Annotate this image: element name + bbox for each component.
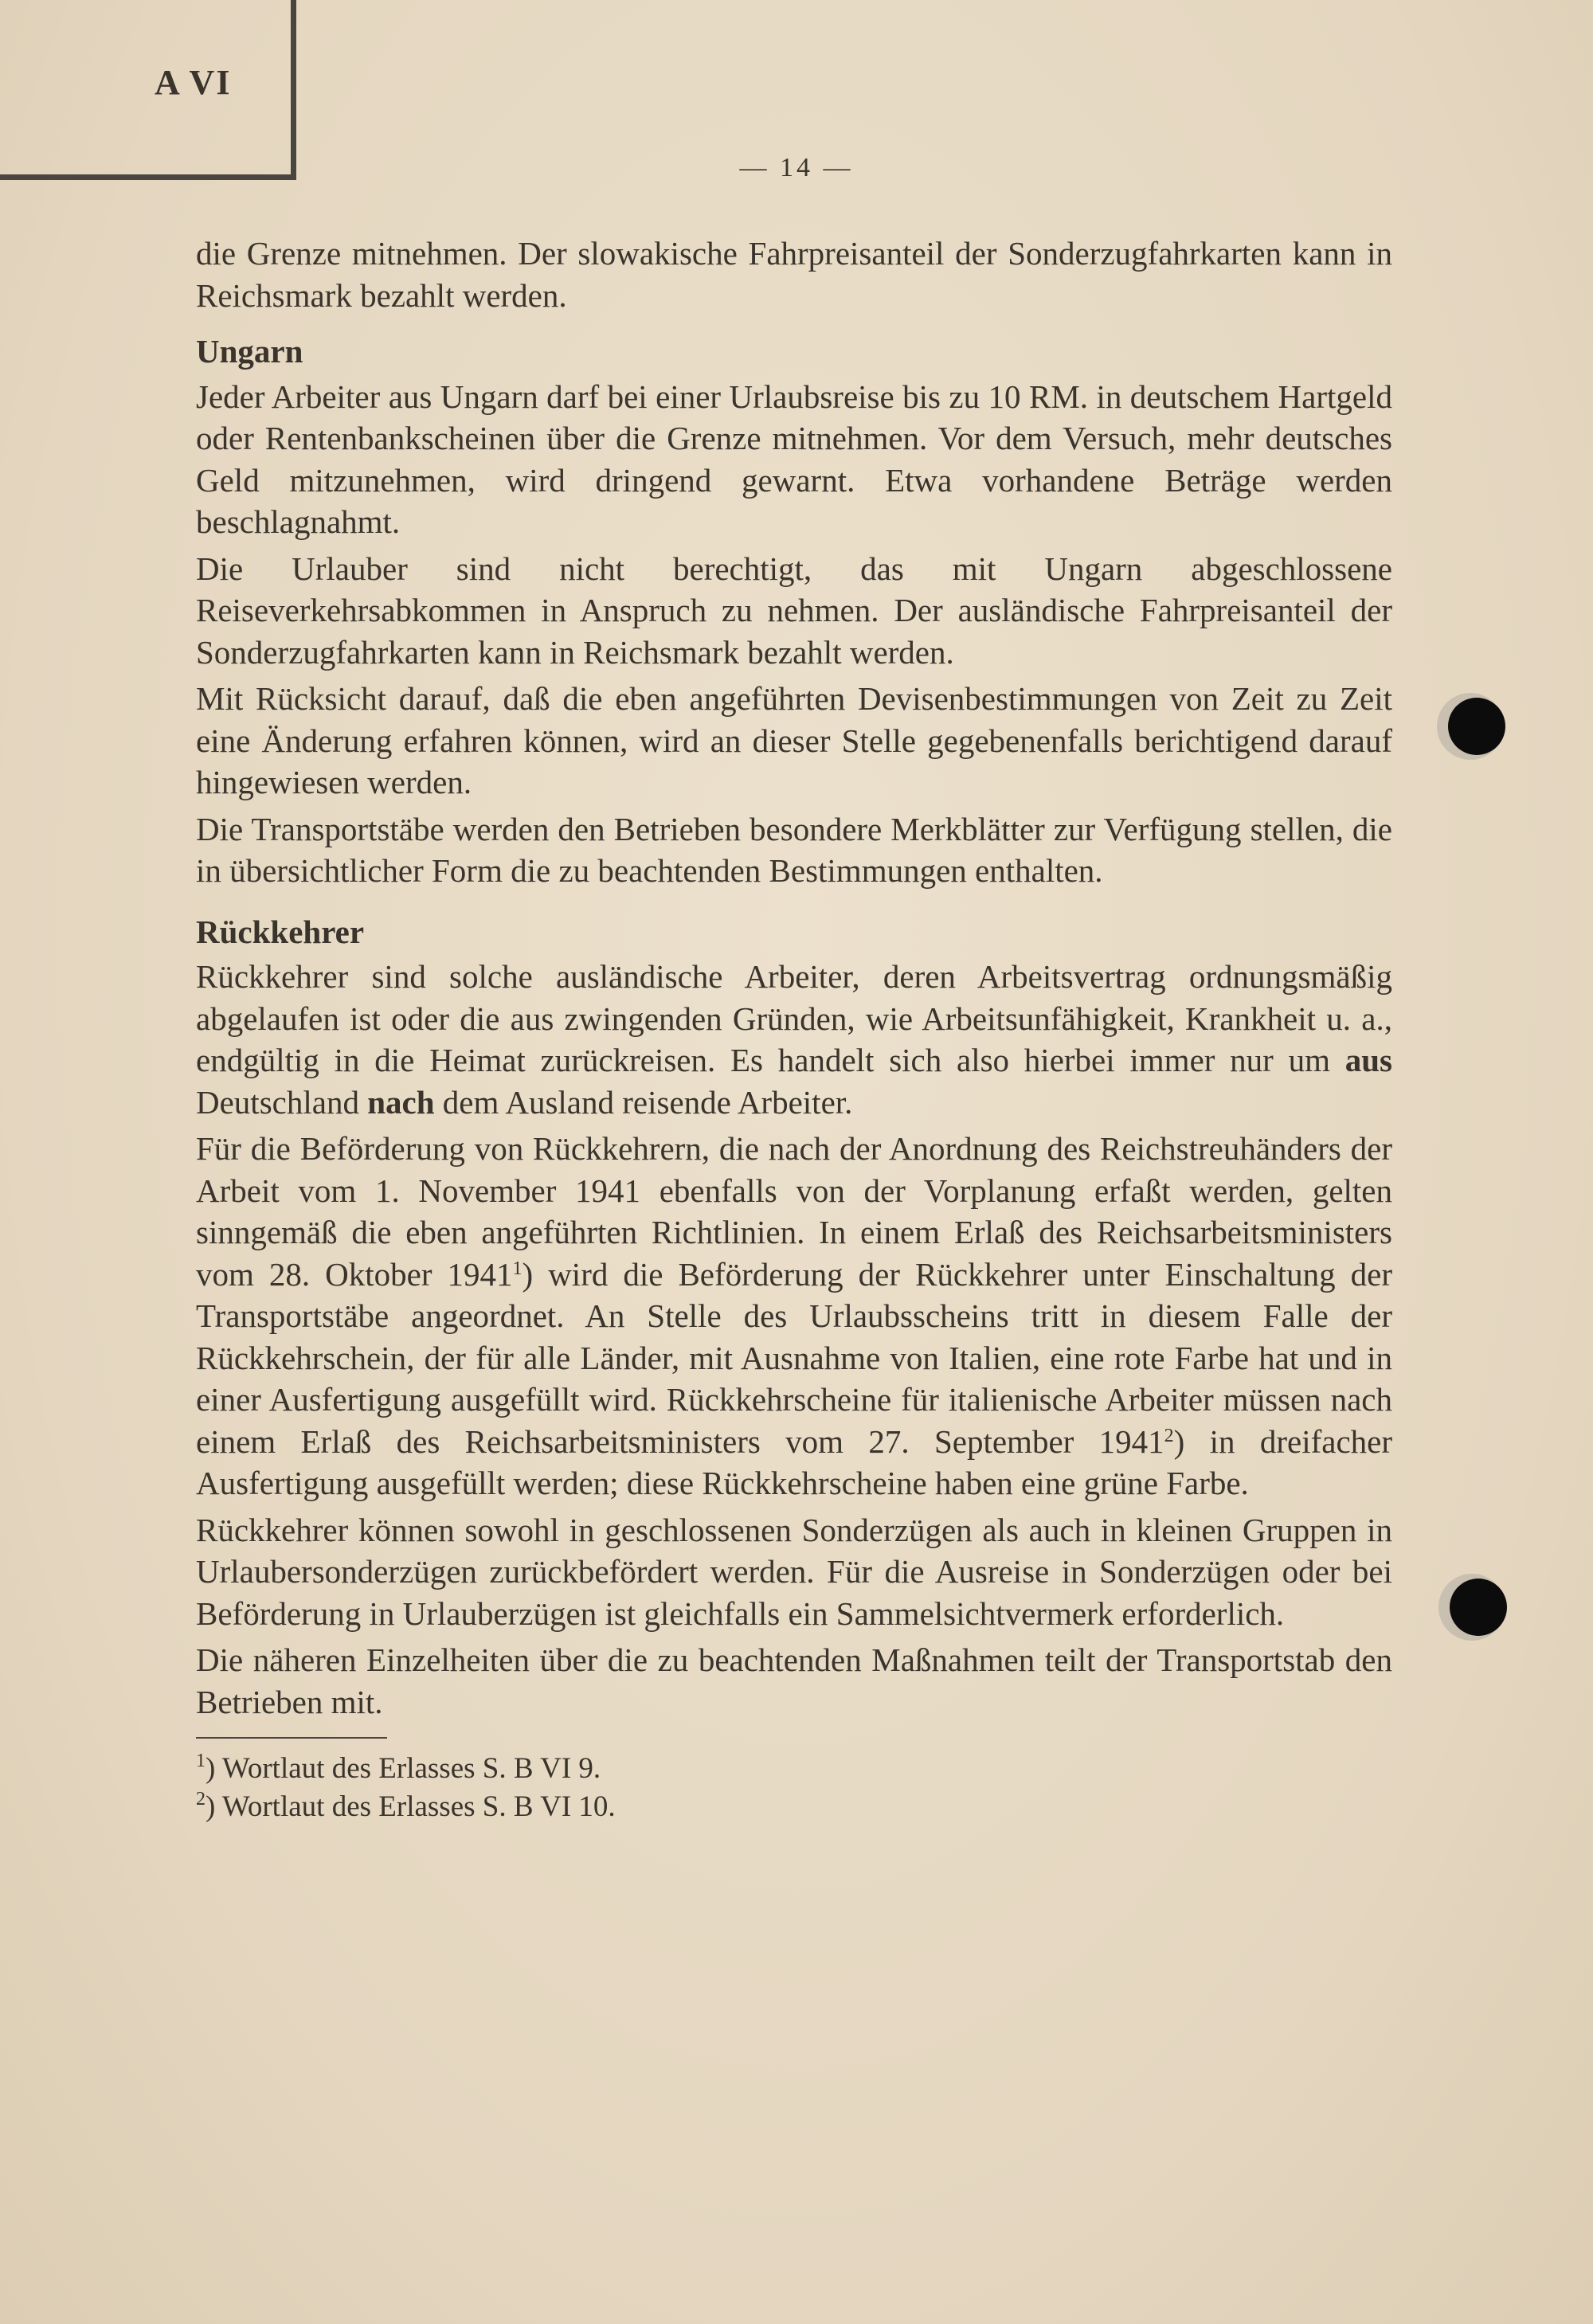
footnote-divider xyxy=(196,1737,387,1739)
footnote xyxy=(196,1750,1392,1788)
text-run: dem Ausland reisende Arbeiter. xyxy=(434,1083,853,1121)
paragraph xyxy=(196,956,1392,1123)
paragraph: Jeder Arbeiter aus Ungarn darf bei einer Urlaubsreise bis zu 10 RM. in deutschem Hartgeld oder Rentenbankscheinen über die Grenze mitnehmen. Vor dem Versuch, mehr deutsches Geld mitzunehmen, wird dringend gewarnt. Etwa vorhandene Beträge werden beschlagnahmt. xyxy=(196,378,1392,540)
emphasis: nach xyxy=(367,1083,435,1121)
punch-hole-icon xyxy=(1448,698,1505,755)
paragraph: Die Urlauber sind nicht berechtigt, das mit Ungarn abgeschlossene Reiseverkehrsabkommen in Anspruch zu nehmen. Der ausländische Fahrpreisanteil der Sonderzugfahrkarten kann in Reichsmark bezahlt werden. xyxy=(196,550,1392,671)
text-run: Für die Beförderung von Rückkehrern, die nach der Anordnung des Reichstreuhänders der Arbeit vom 1. November 1941 ebenfalls von der Vorplanung erfaßt werden, gelten sinngemäß die eben angeführten Richtlinien. In einem Erlaß des Reichsarbeitsministers vom 28. Oktober 1941 xyxy=(196,1130,1392,1293)
footnote-marker: 1 xyxy=(196,1751,205,1771)
footnote-text: ) Wortlaut des Erlasses S. B VI 10. xyxy=(205,1790,616,1823)
text-run: ) wird die Beförderung der Rückkehrer unter Einschaltung der Transportstäbe angeordnet. An Stelle des Urlaubsscheins tritt in diesem Falle der Rückkehrschein, der für alle Länder, mit Ausnahme von Italien, eine rote Farbe hat und in einer Ausfertigung ausgefüllt wird. Rückkehrscheine für italienische Arbeiter müssen nach einem Erlaß des Reichsarbeitsministers vom 27. September 1941 xyxy=(196,1255,1392,1460)
paragraph: Die näheren Einzelheiten über die zu beachtenden Maßnahmen teilt der Transportstab den Betrieben mit. xyxy=(196,1641,1392,1720)
punch-hole-icon xyxy=(1450,1579,1507,1636)
text-run: Deutschland xyxy=(196,1083,368,1121)
footnote-ref: 2 xyxy=(1164,1425,1174,1446)
emphasis: aus xyxy=(1344,1042,1392,1078)
paragraph xyxy=(196,1128,1392,1504)
text-run: ) in dreifacher Ausfertigung ausgefüllt werden; diese Rückkehrscheine haben eine grüne Farbe. xyxy=(196,1422,1392,1501)
paragraph: die Grenze mitnehmen. Der slowakische Fahrpreisanteil der Sonderzugfahrkarten kann in Reichsmark bezahlt werden. xyxy=(196,235,1392,314)
page-number: — 14 — xyxy=(739,153,854,182)
heading-rueckkehrer: Rückkehrer xyxy=(196,913,365,950)
paragraph: Die Transportstäbe werden den Betrieben besondere Merkblätter zur Verfügung stellen, die in übersichtlicher Form die zu beachtenden Bestimmungen enthalten. xyxy=(196,810,1392,889)
body-text xyxy=(196,233,1392,1826)
section-label: A VI xyxy=(155,63,232,102)
paragraph: Mit Rücksicht darauf, daß die eben angeführten Devisenbestimmungen von Zeit zu Zeit eine Änderung erfahren können, wird an dieser Stelle gegebenenfalls berichtigend darauf hingewiesen werden. xyxy=(196,680,1392,800)
footnote-text: ) Wortlaut des Erlasses S. B VI 9. xyxy=(205,1752,601,1785)
heading-ungarn: Ungarn xyxy=(196,333,303,370)
footnote-ref: 1 xyxy=(512,1258,523,1279)
footnote-marker: 2 xyxy=(196,1789,205,1810)
paragraph: Rückkehrer können sowohl in geschlossenen Sonderzügen als auch in kleinen Gruppen in Urlaubersonderzügen zurückbefördert werden. Für die Ausreise in Sonderzügen oder bei Beförderung in Urlauberzügen ist gleichfalls ein Sammelsichtvermerk erforderlich. xyxy=(196,1511,1392,1632)
footnote xyxy=(196,1788,1392,1826)
text-run: Rückkehrer sind solche ausländische Arbeiter, deren Arbeitsvertrag ordnungsmäßig abgelaufen ist oder die aus zwingenden Gründen, wie Arbeitsunfähigkeit, Krankheit u. a., endgültig in die Heimat zurückreisen. Es handelt sich also hierbei immer nur um xyxy=(196,958,1392,1078)
